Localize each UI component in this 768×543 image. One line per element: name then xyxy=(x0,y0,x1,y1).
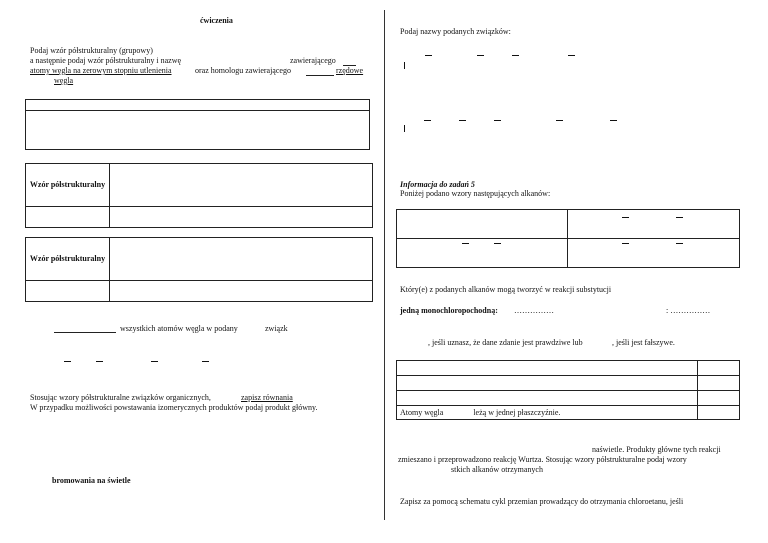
task1-line2b: zawierającego xyxy=(290,56,336,65)
bond-dash xyxy=(151,361,158,362)
wurtz-line2: zmieszano i przeprowadzono reakcję Wurtza. Stosując wzory półstrukturalne podaj wzory xyxy=(398,455,687,464)
wurtz-line3: stkich alkanów otrzymanych xyxy=(451,465,543,474)
alkane-cell xyxy=(568,210,740,239)
bond-dash xyxy=(425,55,432,56)
answer-cell[interactable] xyxy=(26,111,370,150)
cycle-prompt: Zapisz za pomocą schematu cykl przemian prowadzący do otrzymania chloroetanu, jeśli xyxy=(400,497,684,506)
bond-dash xyxy=(676,217,683,218)
info-text: Poniżej podano wzory następujących alkanów: xyxy=(400,189,551,198)
info-title: Informacja do zadań 5 xyxy=(400,180,475,189)
name-cell[interactable] xyxy=(26,207,110,228)
bond-dash xyxy=(568,55,575,56)
mono-label: jedną monochloropochodną: xyxy=(400,306,498,315)
formula-header: Wzór półstrukturalny xyxy=(26,238,110,281)
bond-dash xyxy=(610,120,617,121)
formula-header: Wzór półstrukturalny xyxy=(26,164,110,207)
bond-dash xyxy=(202,361,209,362)
statement-text-a: Atomy węgla xyxy=(400,407,444,417)
equations-line2: W przypadku możliwości powstawania izomerycznych produktów podaj produkt główny. xyxy=(30,403,318,412)
bond-dash xyxy=(494,120,501,121)
wurtz-line1: naświetle. Produkty główne tych reakcji xyxy=(592,445,721,454)
names-prompt: Podaj nazwy podanych związków: xyxy=(400,27,511,36)
bond-dash xyxy=(64,361,71,362)
bond-dash xyxy=(96,361,103,362)
bromination-heading: bromowania na świetle xyxy=(52,476,131,485)
blank-line xyxy=(306,75,334,76)
task1-line3c: rzędowe xyxy=(336,66,364,75)
answer-cell[interactable] xyxy=(698,361,740,376)
statement-text-b: leżą w jednej płaszczyźnie. xyxy=(473,407,561,417)
substitution-question: Który(e) z podanych alkanów mogą tworzyć w reakcji substytucji xyxy=(400,285,612,294)
bond-dash xyxy=(622,243,629,244)
atoms-line-end: związk xyxy=(265,324,288,333)
bond-dash xyxy=(622,217,629,218)
statement-cell xyxy=(397,361,698,376)
statement-cell xyxy=(397,391,698,406)
statement-cell xyxy=(397,376,698,391)
bond-dash xyxy=(459,120,466,121)
alkane-cell xyxy=(568,239,740,268)
alkane-cell xyxy=(397,210,568,239)
formula-table-1 xyxy=(25,163,373,228)
truefalse-table xyxy=(396,360,740,420)
task1-line3a: atomy węgla na zerowym stopniu utlenienia xyxy=(30,66,172,75)
formula-cell[interactable] xyxy=(110,238,373,281)
truefalse-instruction-b: , jeśli jest fałszywe. xyxy=(612,338,675,347)
answer-cell[interactable] xyxy=(698,406,740,420)
bond-dash xyxy=(556,120,563,121)
bond-tick xyxy=(404,62,405,69)
formula-cell[interactable] xyxy=(110,164,373,207)
formula-table-2 xyxy=(25,237,373,302)
task1-line3b: oraz homologu zawierającego xyxy=(195,66,291,75)
blank-line xyxy=(54,332,116,333)
atoms-line: wszystkich atomów węgla w podany xyxy=(120,324,238,333)
truefalse-instruction-a: , jeśli uznasz, że dane zdanie jest prawdziwe lub xyxy=(428,338,583,347)
name-cell[interactable] xyxy=(110,281,373,302)
bond-dash xyxy=(477,55,484,56)
alkane-cell xyxy=(397,239,568,268)
task1-line4: węgla xyxy=(54,76,74,85)
answer-cell[interactable] xyxy=(698,376,740,391)
section-title: ćwiczenia xyxy=(200,16,233,25)
statement-cell xyxy=(397,406,698,420)
bond-dash xyxy=(512,55,519,56)
equations-line1b: zapisz równania xyxy=(241,393,293,402)
name-cell[interactable] xyxy=(110,207,373,228)
bond-dash xyxy=(676,243,683,244)
answer-cell[interactable] xyxy=(26,100,370,111)
column-divider xyxy=(384,10,385,520)
task1-line1: Podaj wzór półstrukturalny (grupowy) xyxy=(30,46,153,55)
name-cell[interactable] xyxy=(26,281,110,302)
bond-dash xyxy=(462,243,469,244)
bond-tick xyxy=(404,125,405,132)
bond-dash xyxy=(424,120,431,121)
mono-answer-2[interactable]: : …………… xyxy=(666,306,711,315)
equations-line1a: Stosując wzory półstrukturalne związków organicznych, xyxy=(30,393,211,402)
answer-cell[interactable] xyxy=(698,391,740,406)
answer-table-1 xyxy=(25,99,370,150)
bond-dash xyxy=(494,243,501,244)
mono-answer-1[interactable]: …………… xyxy=(514,306,554,315)
task1-line2a: a następnie podaj wzór półstrukturalny i nazwę xyxy=(30,56,182,65)
alkane-table xyxy=(396,209,740,268)
